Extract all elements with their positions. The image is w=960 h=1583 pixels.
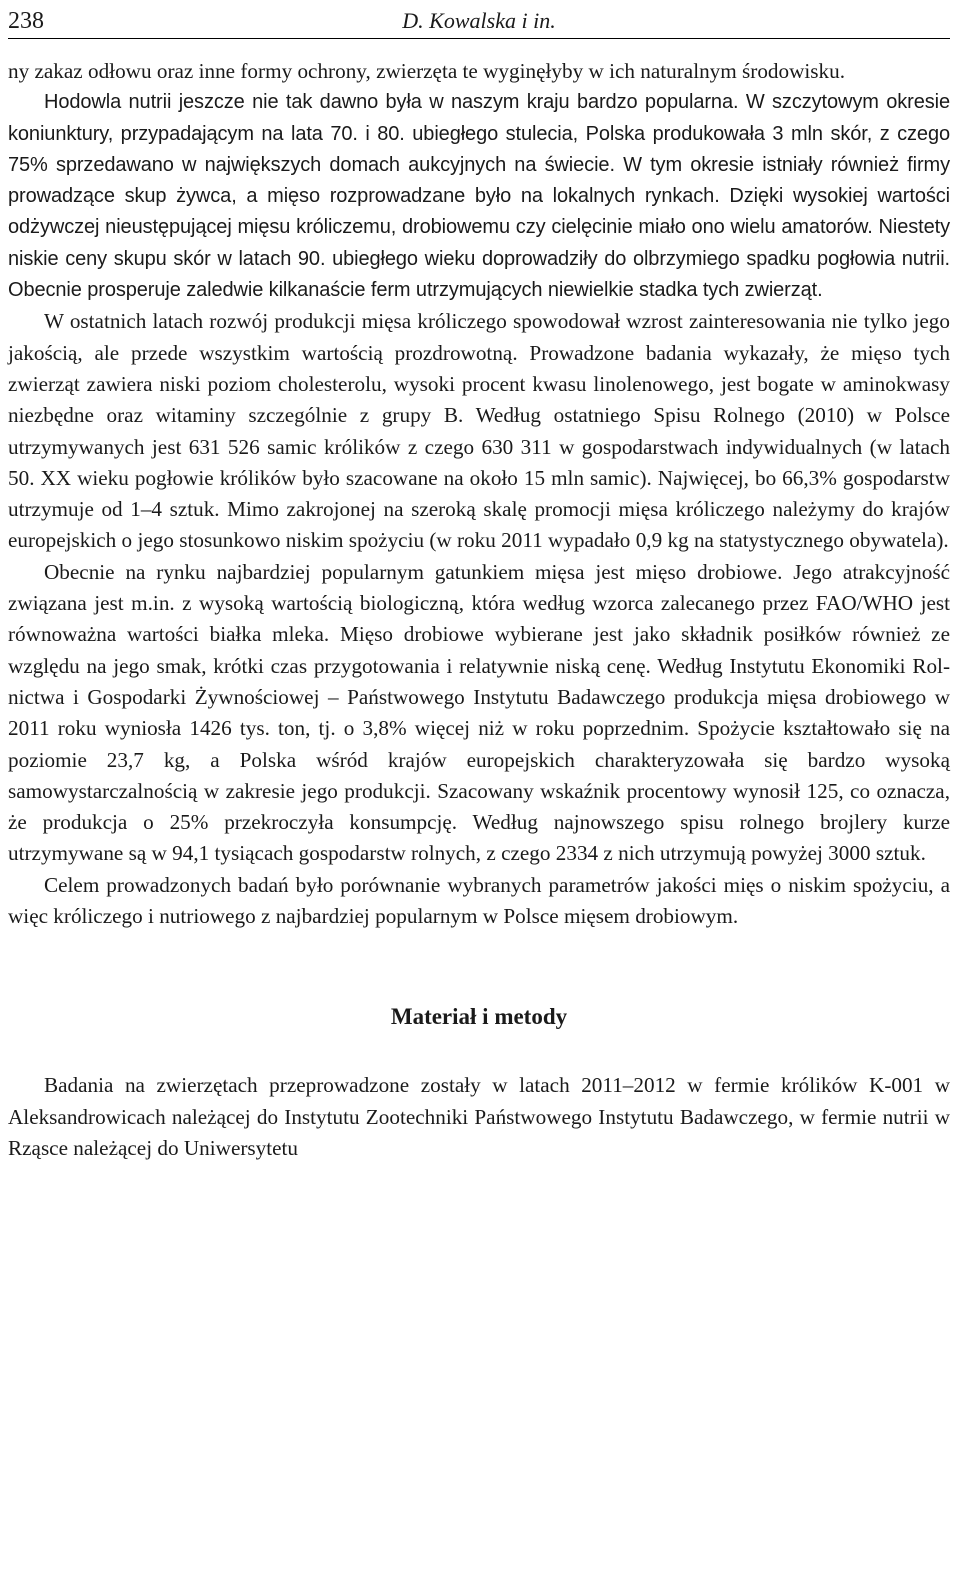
- paragraph-continuation: ny zakaz odłowu oraz inne formy ochrony, zwierzęta te wyginęłyby w ich naturalnym środowisku.: [8, 59, 846, 83]
- paragraph-study-aim: Celem prowadzonych badań było porównanie wybranych parametrów jakości mięs o niskim spożyciu, a więc króliczego i nutriowego z najbardziej popularnym w Polsce mięsem drobiowym.: [8, 872, 950, 929]
- paragraph-methods: Badania na zwierzętach przeprowadzone zostały w latach 2011–2012 w fermie królików K-001 w Aleksandrowicach należącej do Instytutu Zootechniki Państwowego Instytutu Badawczego, w fermie nutrii w Rząsce należącej do Uniwersytetu: [8, 1073, 950, 1160]
- running-header: [8, 0, 950, 39]
- section-heading-materials-methods: Materiał i metody: [390, 1004, 568, 1030]
- paragraph-rabbit-meat: W ostatnich latach rozwój produkcji mięsa króliczego spowodował wzrost zainteresowania nie tylko jego jakością, ale przede wszystkim wartością prozdrowotną. Prowadzone badania wykazały, że mięso tych zwierząt zawiera niski poziom cholesterolu, wysoki procent kwasu linolenowego, jest bogate w aminokwasy niezbędne oraz witaminy szczególnie z grupy B. Według ostatniego Spisu Rolnego (2010) w Polsce utrzymywanych jest 631 526 samic królików z czego 630 311 w gospodarstwach indywidualnych (w latach 50. XX wieku pogłowie królików było szacowane na około 15 mln samic). Najwięcej, bo 66,3% gospodarstw utrzymuje od 1–4 sztuk. Mimo zakrojonej na szeroką skalę promocji mięsa króliczego należymy do krajów europejskich o jego stosunkowo niskim spożyciu (w roku 2011 wypadało 0,9 kg na statystycznego obywatela).: [8, 309, 950, 553]
- paragraph-poultry-meat: Obecnie na rynku najbardziej popularnym gatunkiem mięsa jest mięso drobiowe. Jego atrakcyjność związana jest m.in. z wysoką wartością biologiczną, która według wzorca zalecanego przez FAO/WHO jest równoważna wartości białka mleka. Mięso drobiowe wybierane jest jako składnik posiłków również ze względu na jego smak, krótki czas przygotowania i relatywnie niską cenę. Według Instytutu Ekonomiki Rolnictwa i Gospodarki Żywnościowej – Państwowego Instytutu Badawczego produkcja mięsa drobiowego w 2011 roku wyniosła 1426 tys. ton, tj. o 3,8% więcej niż w roku poprzednim. Spożycie kształtowało się na poziomie 23,7 kg, a Polska wśród krajów europejskich charakteryzowała się bardzo wysoką samowystarczalnością w zakresie jego produkcji. Szacowany wskaźnik procentowy wynosił 125, co oznacza, że produkcja o 25% przekroczyła konsumpcję. Według najnowszego spisu rolnego brojlery kurze utrzymywane są w 94,1 tysiącach gospodarstw rolnych, z czego 2334 z nich utrzymują powyżej 3000 sztuk.: [8, 559, 950, 866]
- running-title: D. Kowalska i in.: [402, 8, 556, 33]
- article-body: [8, 56, 950, 1164]
- document-page: [8, 0, 950, 1164]
- page-number: 238: [8, 8, 44, 34]
- paragraph-nutria-farming: Hodowla nutrii jeszcze nie tak dawno była w naszym kraju bardzo popularna. W szczytowym okresie koniunktury, przypadającym na lata 70. i 80. ubiegłego stulecia, Polska produkowała 3 mln skór, z czego 75% sprzedawano w największych domach aukcyjnych na świecie. W tym okresie istniały również firmy prowadzące skup żywca, a mięso rozprowadzane było na lokalnych rynkach. Dzięki wysokiej wartości odżywczej nieustępującej mięsu króliczemu, drobiowemu czy cielęcinie miało ono wielu amatorów. Niestety niskie ceny skupu skór w latach 90. ubiegłego wieku doprowadziły do olbrzymiego spadku pogłowia nutrii. Obecnie prosperuje zaledwie kilkanaście ferm utrzymujących niewielkie stadka tych zwierząt.: [8, 91, 950, 302]
